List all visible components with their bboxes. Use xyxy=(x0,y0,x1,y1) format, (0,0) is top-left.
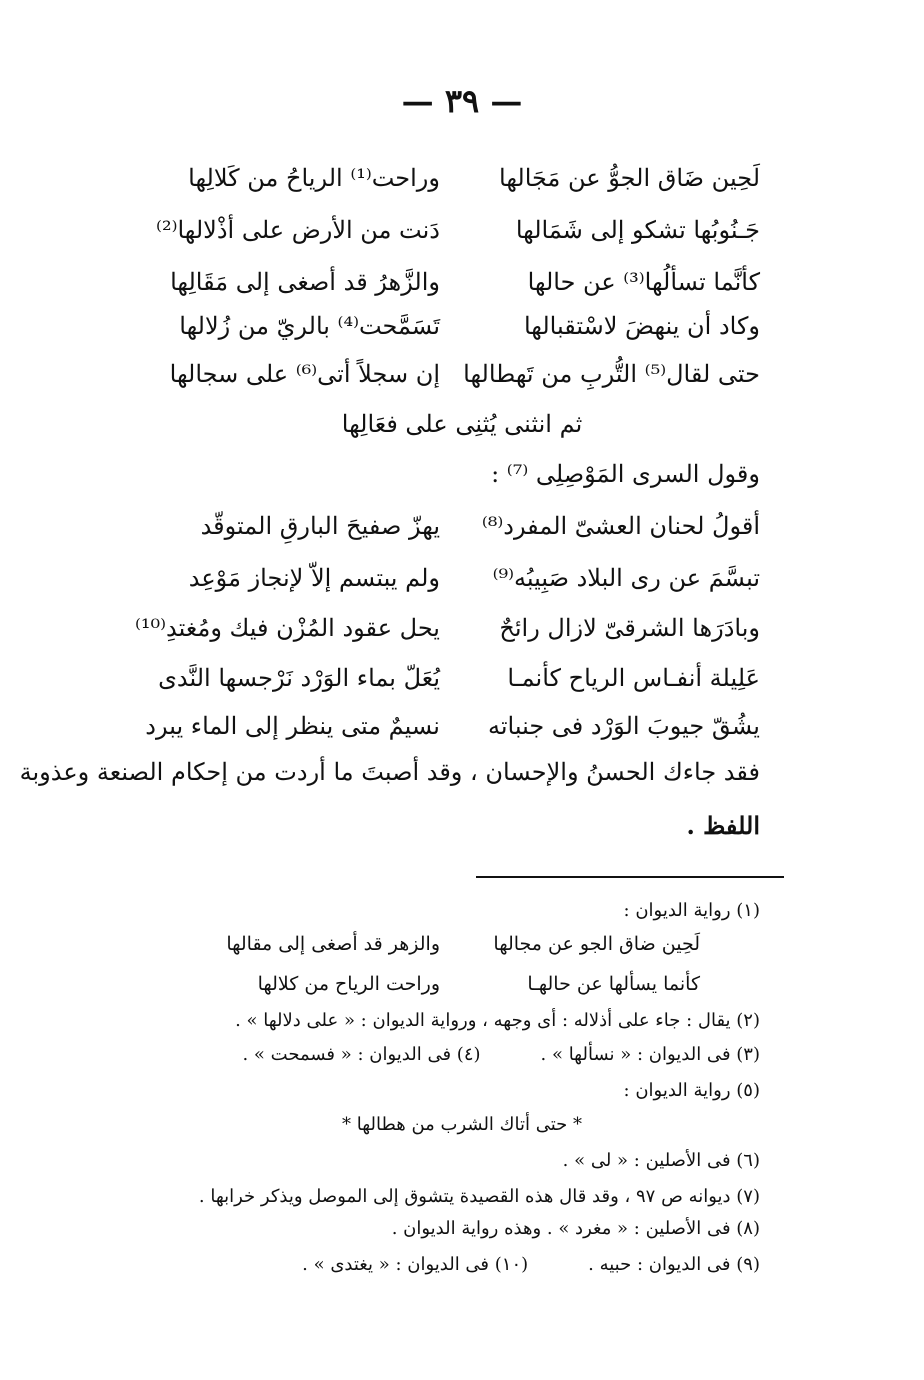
verse-first-hemistich: يشُقّ جيوبَ الوَرْد فى جنباته xyxy=(487,712,760,740)
footnote: (٢) يقال : جاء على أذلاله : أى وجهه ، ورواية الديوان : « على دلالها » . xyxy=(235,1010,760,1031)
footnote-divider xyxy=(476,876,784,878)
footnote-verse xyxy=(220,964,700,1004)
prose-line: اللفظ . xyxy=(686,811,760,840)
verse-second-hemistich: يهزّ صفيحَ البارقِ المتوقّد xyxy=(200,512,440,540)
footnote-verse-second: والزهر قد أصغى إلى مقالها xyxy=(226,933,440,955)
footnote-pair xyxy=(150,1248,760,1282)
verse-first-hemistich: عَلِيلة أنفـاس الرياح كأنمـا xyxy=(507,664,760,692)
verse-first-hemistich: كأنَّما تسألُها⁽³⁾ عن حالها xyxy=(527,268,760,296)
footnote-verse-first: لَحِين ضاق الجو عن مجالها xyxy=(493,933,700,955)
verse-second-hemistich: يحل عقود المُزْن فيك ومُغتدِ⁽¹⁰⁾ xyxy=(135,614,440,642)
footnote-verse-first: كأنما يسألها عن حالهـا xyxy=(527,973,700,995)
verse-second-hemistich: إن سجلاً أتى⁽⁶⁾ على سجالها xyxy=(169,360,440,388)
footnote-verse-second: وراحت الرياح من كلالها xyxy=(257,973,440,995)
verse-second-hemistich: والزَّهرُ قد أصغى إلى مَقَالِها xyxy=(170,268,440,296)
verse-line xyxy=(145,700,760,752)
verse-first-hemistich: تبسَّمَ عن رى البلاد صَبِيبُه⁽⁹⁾ xyxy=(492,564,760,592)
footnote-pair xyxy=(150,1038,760,1072)
verse-second-hemistich: يُعَلّ بماء الوَرْد نَرْجسها النَّدى xyxy=(158,664,440,692)
footnote: (٤) فى الديوان : « فسمحت » . xyxy=(242,1044,481,1065)
verse-first-hemistich: وكاد أن ينهضَ لاسْتقبالها xyxy=(523,312,760,340)
verse-second-hemistich: نسيمٌ متى ينظر إلى الماء يبرد xyxy=(145,712,440,740)
page-number: — ٣٩ — xyxy=(401,82,523,120)
footnote: (٨) فى الأصلين : « مغرد » . وهذه رواية الديوان . xyxy=(391,1218,760,1239)
intro-line: وقول السرى المَوْصِلِى ⁽⁷⁾ : xyxy=(491,460,760,488)
verse-first-hemistich: أقولُ لحنان العشىّ المفرد⁽⁸⁾ xyxy=(481,512,760,540)
footnote: (٣) فى الديوان : « نسألها » . xyxy=(540,1044,760,1065)
verse-second-hemistich: تَسَمَّحت⁽⁴⁾ بالريّ من زُلالها xyxy=(179,312,440,340)
verse-line xyxy=(150,152,760,204)
verse-first-hemistich: لَحِين ضَاق الجوُّ عن مَجَالها xyxy=(499,164,760,192)
footnote: (٥) رواية الديوان : xyxy=(623,1080,760,1101)
verse-line xyxy=(150,500,760,552)
verse-line xyxy=(150,348,760,400)
footnote: (٦) فى الأصلين : « لى » . xyxy=(562,1150,760,1171)
verse-line xyxy=(135,602,760,654)
footnote: (٧) ديوانه ص ٩٧ ، وقد قال هذه القصيدة يتشوق إلى الموصل ويذكر خرابها . xyxy=(198,1186,760,1207)
centered-verse: ثم انثنى يُثنِى على فعَالِها xyxy=(341,410,583,438)
verse-line xyxy=(150,552,760,604)
prose-line: فقد جاءك الحسنُ والإحسان ، وقد أصبتَ ما أردت من إحكام الصنعة وعذوبة xyxy=(19,758,760,786)
verse-second-hemistich: دَنت من الأرض على أذْلالها⁽²⁾ xyxy=(156,216,440,244)
footnote: (٩) فى الديوان : حبيه . xyxy=(588,1254,760,1275)
verse-line xyxy=(150,204,760,256)
verse-second-hemistich: ولم يبتسم إلاّ لإنجاز مَوْعِد xyxy=(188,564,440,592)
footnote-verse: * حتى أتاك الشرب من هطالها * xyxy=(342,1114,582,1135)
footnote: (١) رواية الديوان : xyxy=(623,900,760,921)
verse-first-hemistich: جَـنُوبُها تشكو إلى شَمَالها xyxy=(515,216,760,244)
footnote: (١٠) فى الديوان : « يغتدى » . xyxy=(302,1254,529,1275)
verse-first-hemistich: وبادَرَها الشرقىّ لازال رائحٌ xyxy=(499,614,760,642)
footnote-verse xyxy=(220,924,700,964)
verse-second-hemistich: وراحت⁽¹⁾ الرياحُ من كَلالِها xyxy=(188,164,440,192)
verse-line xyxy=(150,652,760,704)
verse-first-hemistich: حتى لقال⁽⁵⁾ التُّربِ من تَهطالها xyxy=(463,360,760,388)
verse-line xyxy=(150,300,760,352)
